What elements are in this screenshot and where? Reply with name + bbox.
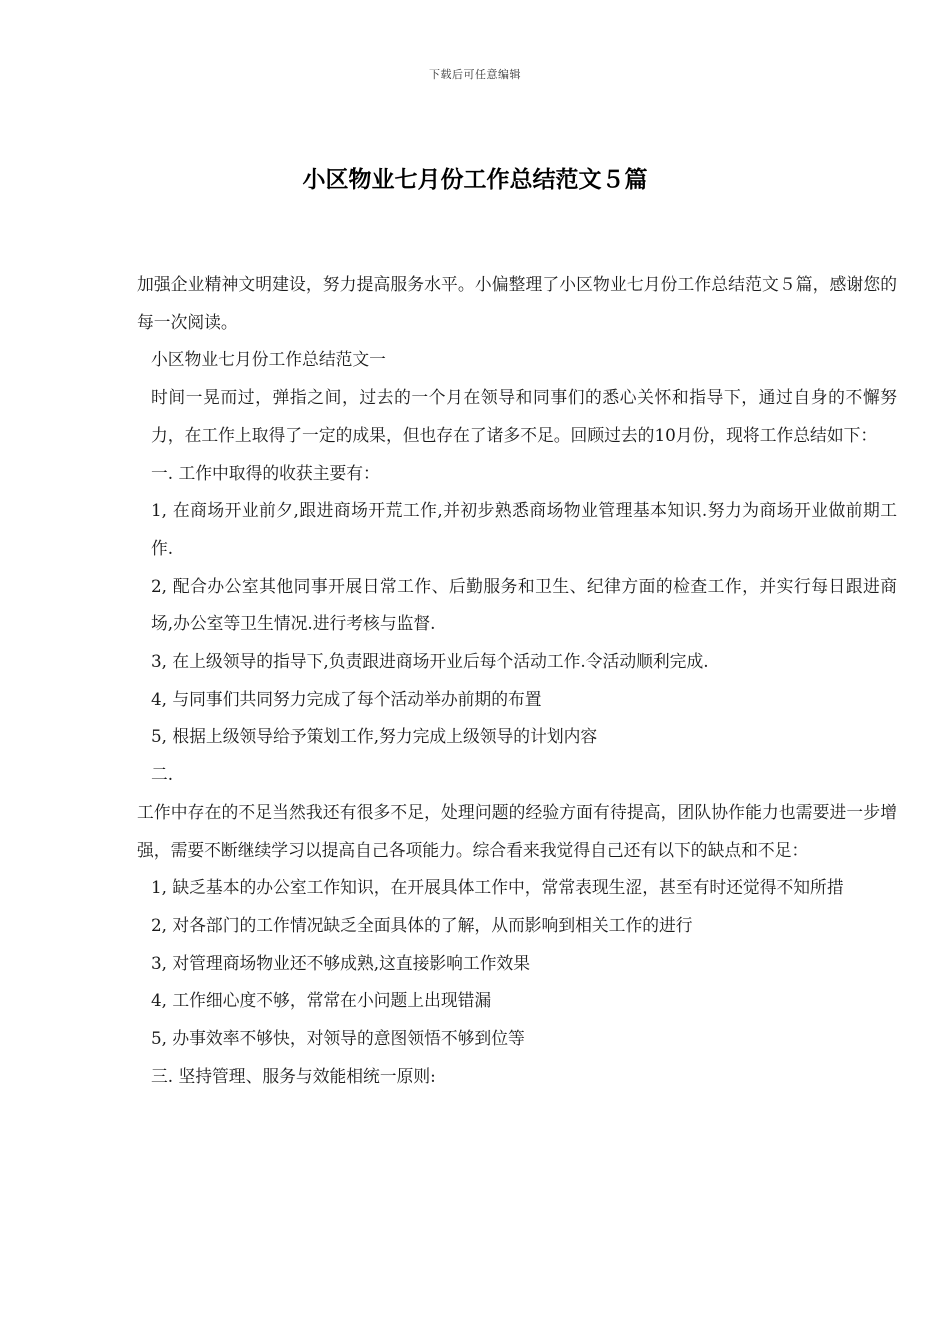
page-header-note: 下载后可任意编辑 bbox=[429, 68, 521, 81]
body-paragraph: 工作中存在的不足当然我还有很多不足，处理问题的经验方面有待提高，团队协作能力也需要进一步增强，需要不断继续学习以提高自己各项能力。综合看来我觉得自己还有以下的缺点和不足： bbox=[137, 801, 897, 860]
body-paragraph: 加强企业精神文明建设，努力提高服务水平。小偏整理了小区物业七月份工作总结范文５篇，感谢您的每一次阅读。 bbox=[137, 274, 897, 332]
document-body bbox=[137, 266, 897, 1095]
body-paragraph: 3, 对管理商场物业还不够成熟,这直接影响工作效果 bbox=[151, 952, 531, 973]
body-paragraph: 时间一晃而过，弹指之间，过去的一个月在领导和同事们的悉心关怀和指导下，通过自身的不懈努力，在工作上取得了一定的成果，但也存在了诸多不足。回顾过去的10月份，现将工作总结如下： bbox=[151, 387, 897, 445]
body-paragraph: 一. 工作中取得的收获主要有： bbox=[151, 462, 380, 483]
body-paragraph: 2, 对各部门的工作情况缺乏全面具体的了解，从而影响到相关工作的进行 bbox=[151, 914, 693, 935]
body-paragraph: 4, 与同事们共同努力完成了每个活动举办前期的布置 bbox=[151, 688, 542, 709]
body-paragraph: 1, 缺乏基本的办公室工作知识，在开展具体工作中，常常表现生涩，甚至有时还觉得不知所措 bbox=[151, 877, 844, 898]
document-title: 小区物业七月份工作总结范文５篇 bbox=[302, 166, 648, 193]
body-paragraph: 二. bbox=[151, 764, 174, 785]
body-paragraph: 1, 在商场开业前夕,跟进商场开荒工作,并初步熟悉商场物业管理基本知识.努力为商场开业做前期工作. bbox=[151, 500, 897, 558]
body-paragraph: 小区物业七月份工作总结范文一 bbox=[151, 349, 386, 370]
body-paragraph: 4, 工作细心度不够，常常在小问题上出现错漏 bbox=[151, 990, 492, 1011]
body-paragraph: 3, 在上级领导的指导下,负责跟进商场开业后每个活动工作.令活动顺利完成. bbox=[151, 651, 709, 672]
body-paragraph: 5, 根据上级领导给予策划工作,努力完成上级领导的计划内容 bbox=[151, 726, 598, 747]
body-paragraph: 三. 坚持管理、服务与效能相统一原则: bbox=[151, 1065, 436, 1086]
body-paragraph: 2, 配合办公室其他同事开展日常工作、后勤服务和卫生、纪律方面的检查工作，并实行每日跟进商场,办公室等卫生情况.进行考核与监督. bbox=[151, 575, 897, 634]
body-paragraph: 5, 办事效率不够快，对领导的意图领悟不够到位等 bbox=[151, 1028, 525, 1049]
